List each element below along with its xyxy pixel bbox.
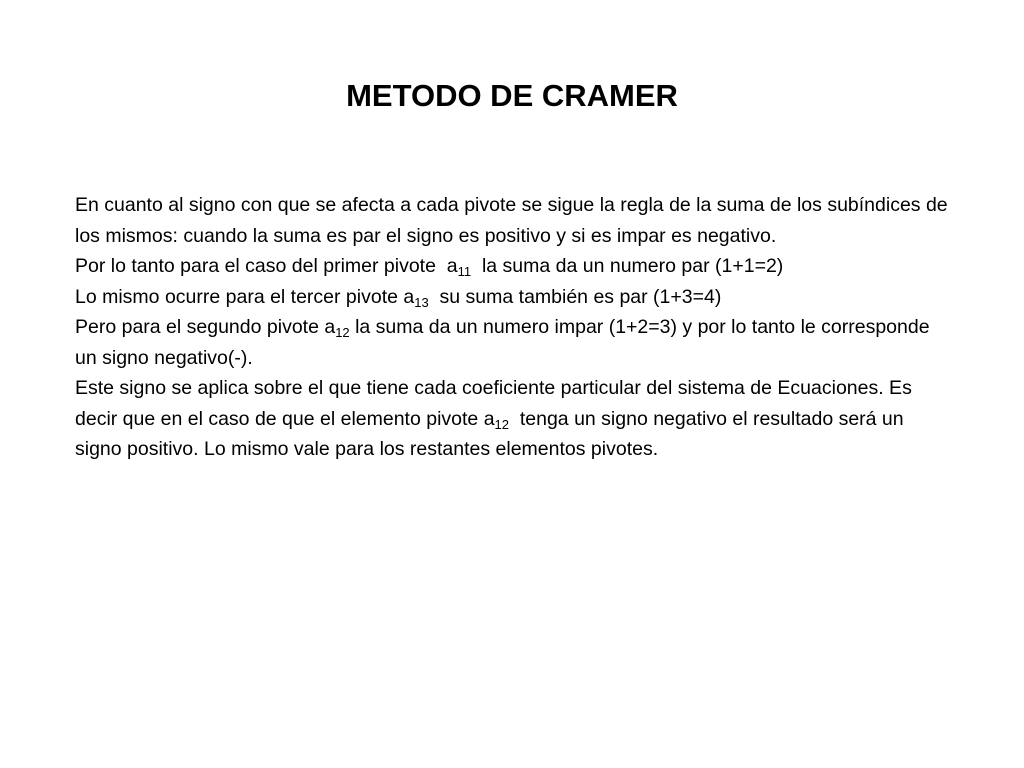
- paragraph-text: En cuanto al signo con que se afecta a cada pivote se sigue la regla de la suma de los subíndices de los mismos: cuando la suma es par el signo es positivo y si es impar es negativo.: [75, 194, 948, 247]
- paragraph-sign-rule: [75, 190, 955, 251]
- paragraph-text-before: Lo mismo ocurre para el tercer pivote a: [75, 285, 415, 308]
- slide-title: METODO DE CRAMER: [346, 78, 678, 113]
- paragraph-text-before: Pero para el segundo pivote a: [75, 316, 336, 338]
- subscript: 12: [494, 416, 510, 432]
- subscript: 11: [457, 264, 472, 279]
- subscript: 12: [335, 325, 350, 340]
- paragraph-second-pivot: [75, 312, 955, 373]
- paragraph-text-after: la suma da un numero par (1+1=2): [471, 255, 784, 277]
- paragraph-text-before: Este signo se aplica sobre el que tiene cada coeficiente particular del sistema de Ecuaciones. Es decir que en el caso de que el elemento pivote a: [75, 377, 918, 430]
- paragraph-text-before: Por lo tanto para el caso del primer pivote a: [75, 255, 458, 277]
- paragraph-first-pivot: [75, 251, 955, 282]
- paragraph-text-after: su suma también es par (1+3=4): [428, 285, 722, 308]
- paragraph-third-pivot: [75, 282, 955, 313]
- slide-body: [75, 190, 955, 465]
- paragraph-sign-application: [75, 373, 955, 465]
- subscript: 13: [414, 294, 429, 310]
- paragraph-text-after: la suma da un numero impar (1+2=3) y por lo tanto le corresponde un signo negativo(-).: [75, 316, 935, 369]
- paragraph-text-after: tenga un signo negativo el resultado será un signo positivo. Lo mismo vale para los restantes elementos pivotes.: [75, 407, 910, 460]
